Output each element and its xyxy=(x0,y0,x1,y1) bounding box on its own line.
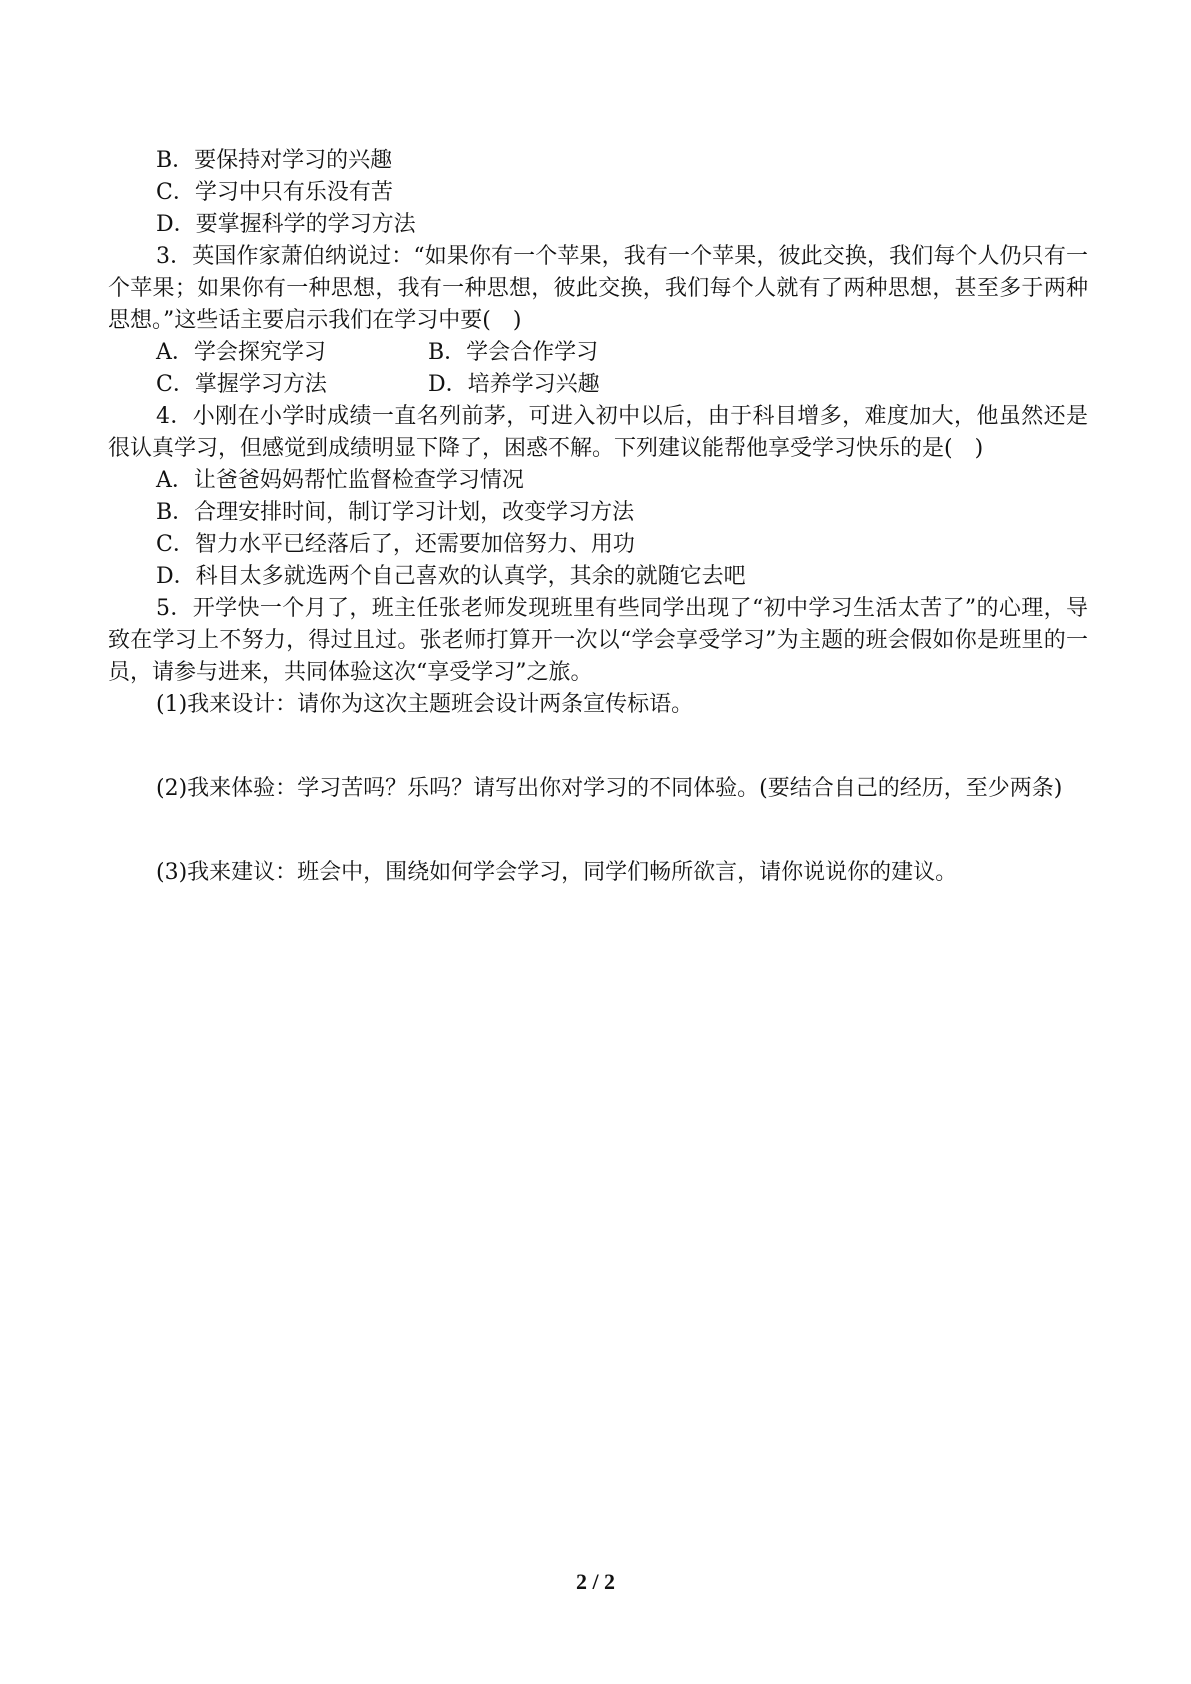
q3-options-row-2 xyxy=(108,369,1088,401)
q2-option-b: B．要保持对学习的兴趣 xyxy=(156,148,393,173)
q5-part-2: (2)我来体验：学习苦吗？乐吗？请写出你对学习的不同体验。(要结合自己的经历，至少两条) xyxy=(156,776,1063,801)
answer-space-1 xyxy=(108,721,1088,773)
q5-stem: 5．开学快一个月了，班主任张老师发现班里有些同学出现了“初中学习生活太苦了”的心理，导致在学习上不努力，得过且过。张老师打算开一次以“学会享受学习”为主题的班会假如你是班里的一员，请参与进来，共同体验这次“享受学习”之旅。 xyxy=(108,596,1088,685)
q3-option-b: B．学会合作学习 xyxy=(428,340,599,365)
q4-option-c: C．智力水平已经落后了，还需要加倍努力、用功 xyxy=(156,532,635,557)
q2-option-d: D．要掌握科学的学习方法 xyxy=(156,212,416,237)
q3-option-d: D．培养学习兴趣 xyxy=(428,372,600,397)
q4-option-b: B．合理安排时间，制订学习计划，改变学习方法 xyxy=(156,500,635,525)
answer-space-2 xyxy=(108,805,1088,857)
q5-part-3: (3)我来建议：班会中，围绕如何学会学习，同学们畅所欲言，请你说说你的建议。 xyxy=(156,860,958,885)
q3-stem: 3．英国作家萧伯纳说过：“如果你有一个苹果，我有一个苹果，彼此交换，我们每个人仍只有一个苹果；如果你有一种思想，我有一种思想，彼此交换，我们每个人就有了两种思想，甚至多于两种思想。”这些话主要启示我们在学习中要( ) xyxy=(108,244,1088,333)
page-number: 2 / 2 xyxy=(575,1569,616,1594)
q3-option-c: C．掌握学习方法 xyxy=(156,372,327,397)
q3-option-a: A．学会探究学习 xyxy=(156,340,326,365)
q5-part-1: (1)我来设计：请你为这次主题班会设计两条宣传标语。 xyxy=(156,692,694,717)
q4-stem: 4．小刚在小学时成绩一直名列前茅，可进入初中以后，由于科目增多，难度加大，他虽然还是很认真学习，但感觉到成绩明显下降了，困惑不解。下列建议能帮他享受学习快乐的是( ) xyxy=(108,404,1088,461)
page-content xyxy=(108,145,1088,889)
q4-option-a: A．让爸爸妈妈帮忙监督检查学习情况 xyxy=(156,468,524,493)
q2-option-c: C．学习中只有乐没有苦 xyxy=(156,180,393,205)
q4-option-d: D．科目太多就选两个自己喜欢的认真学，其余的就随它去吧 xyxy=(156,564,746,589)
q3-options-row-1 xyxy=(108,337,1088,369)
